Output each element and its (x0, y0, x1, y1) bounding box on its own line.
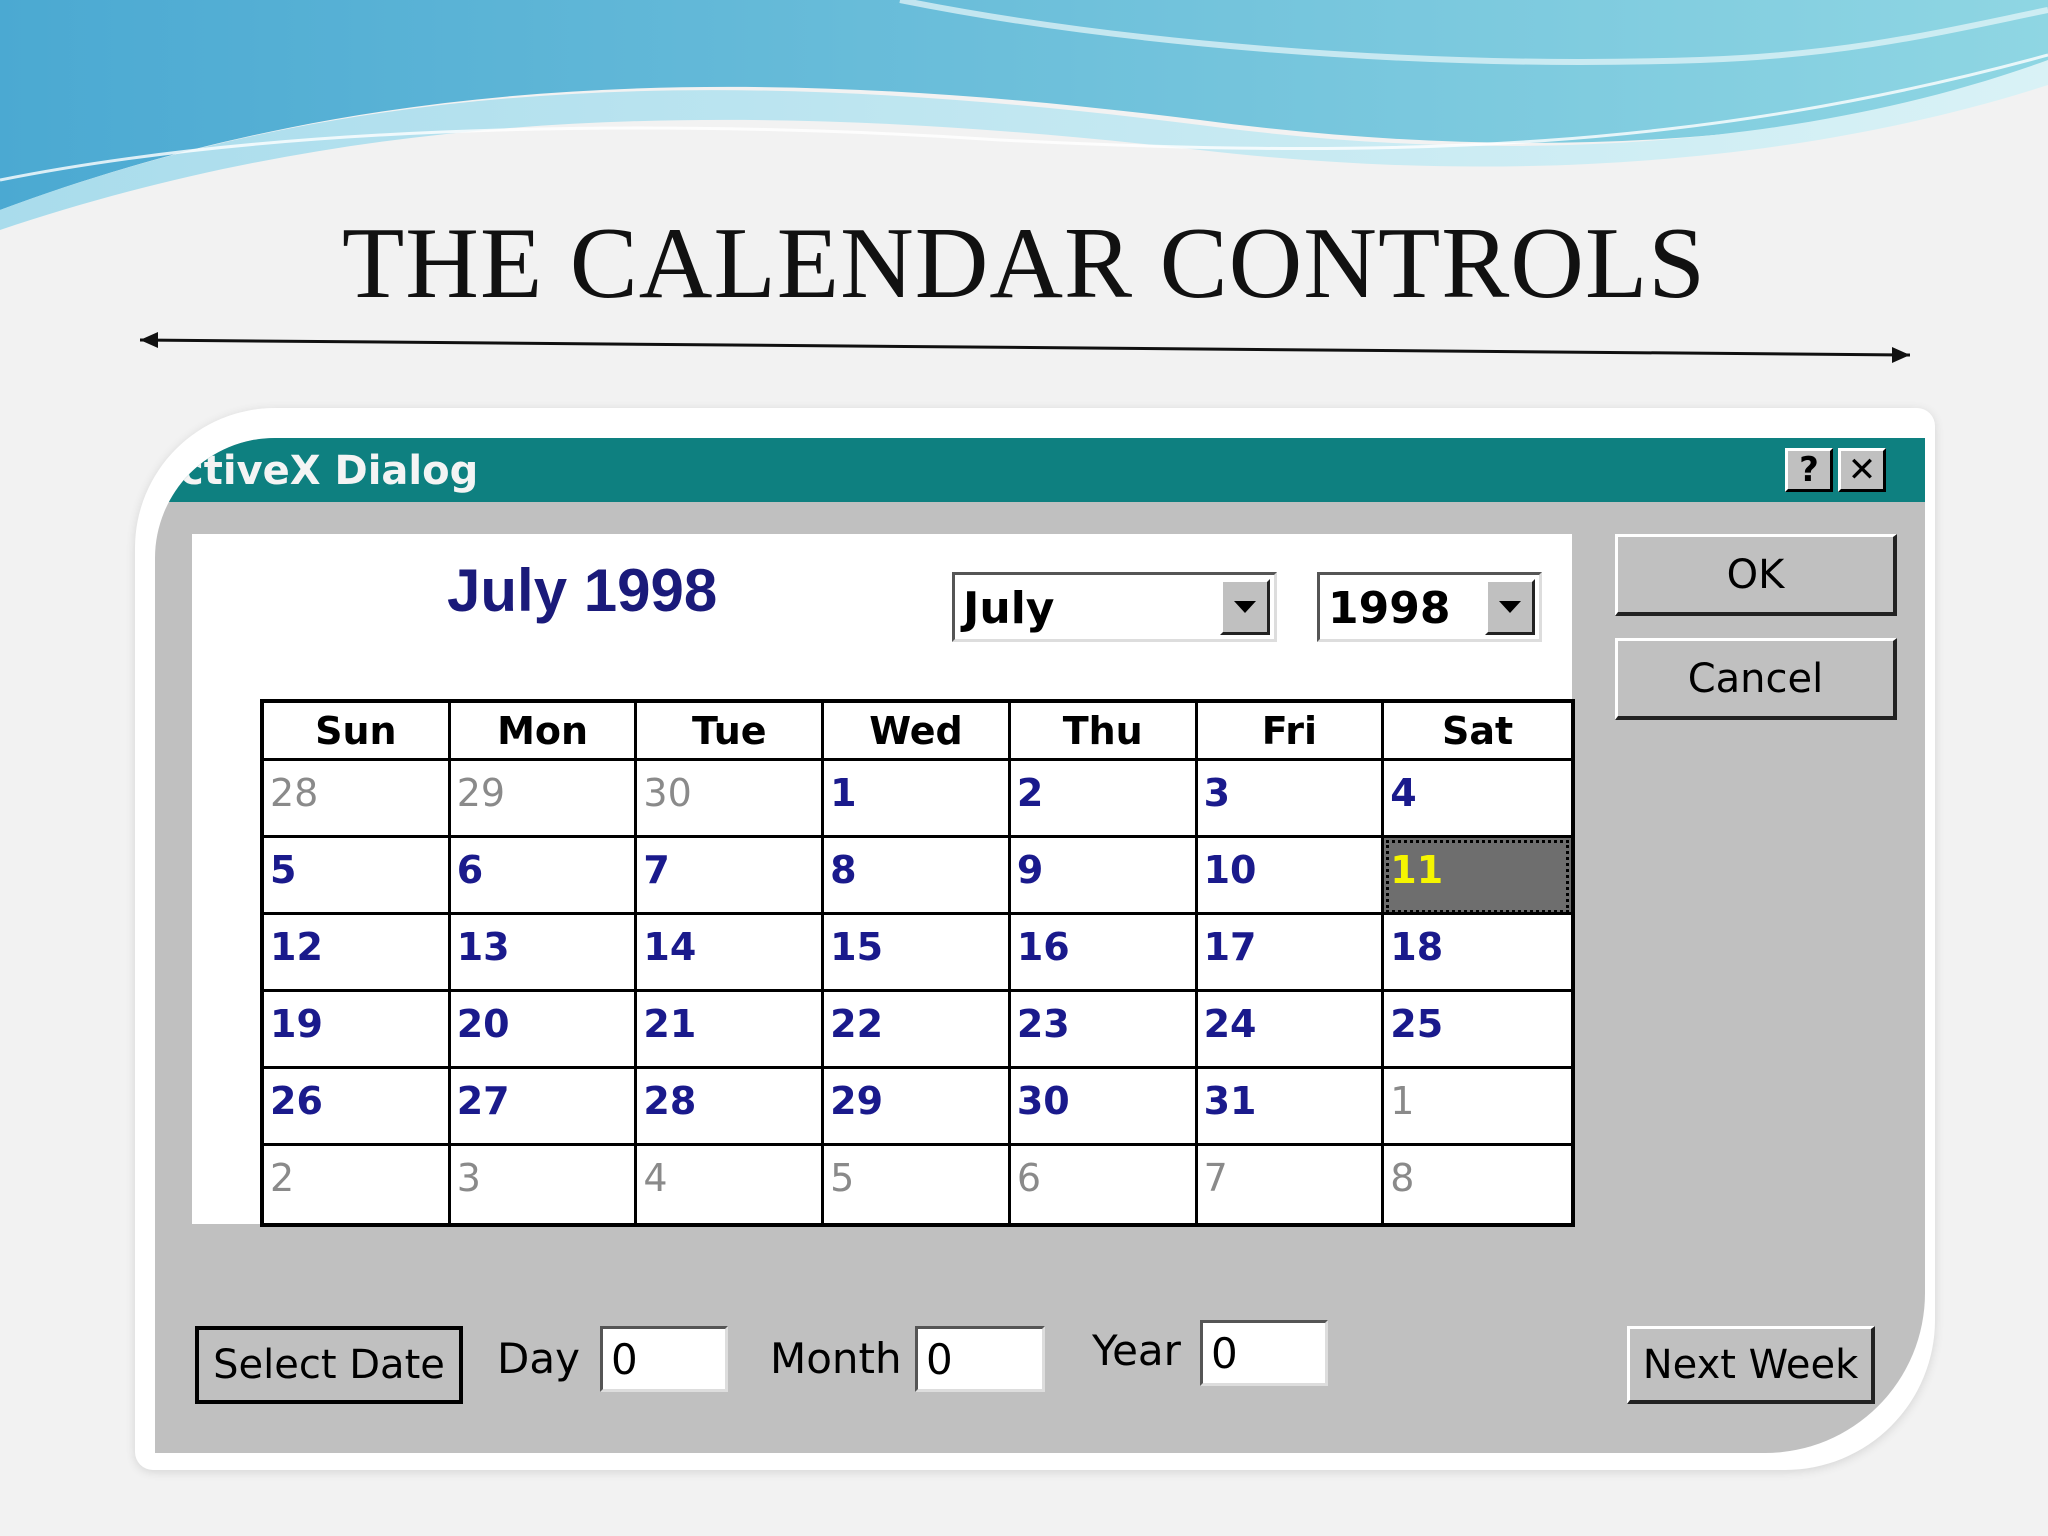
close-button[interactable]: ✕ (1838, 448, 1886, 492)
day-cell[interactable] (824, 1069, 1011, 1146)
day-cell[interactable] (264, 992, 451, 1069)
day-cell[interactable] (264, 838, 451, 915)
next-week-button[interactable]: Next Week (1627, 1326, 1875, 1404)
day-number: 19 (270, 1002, 323, 1046)
day-cell[interactable] (1198, 915, 1385, 992)
day-number: 5 (830, 1156, 855, 1200)
day-number: 23 (1016, 1002, 1070, 1046)
day-number: 9 (1016, 848, 1044, 892)
month-label: Month (770, 1334, 902, 1383)
month-select-value: July (963, 583, 1055, 634)
year-dropdown-arrow-icon[interactable] (1485, 579, 1535, 635)
day-cell[interactable] (1011, 1069, 1198, 1146)
month-select[interactable] (952, 572, 1277, 642)
day-cell[interactable] (1011, 838, 1198, 915)
day-number: 27 (456, 1079, 510, 1123)
day-number: 16 (1016, 925, 1070, 969)
day-number: 18 (1390, 925, 1444, 969)
day-number: 4 (643, 1156, 668, 1200)
day-cell[interactable] (1198, 838, 1385, 915)
day-number: 7 (643, 848, 670, 892)
day-cell[interactable] (637, 1069, 824, 1146)
help-button[interactable]: ? (1785, 448, 1833, 492)
weekday-header: Tue (637, 703, 824, 761)
select-date-button[interactable]: Select Date (195, 1326, 463, 1404)
cancel-button[interactable]: Cancel (1615, 638, 1897, 720)
day-number: 8 (830, 848, 857, 892)
day-cell[interactable] (451, 992, 638, 1069)
day-cell[interactable] (824, 915, 1011, 992)
calendar-grid (260, 699, 1575, 1227)
day-number: 3 (1203, 771, 1231, 815)
dialog-title: ctiveX Dialog (180, 448, 479, 494)
day-number: 29 (456, 771, 506, 815)
day-number: 30 (643, 771, 692, 815)
ok-button[interactable]: OK (1615, 534, 1897, 616)
day-cell[interactable] (1198, 1146, 1385, 1223)
day-number: 8 (1390, 1156, 1415, 1200)
day-cell[interactable] (264, 915, 451, 992)
day-number: 12 (270, 925, 323, 969)
day-number: 3 (456, 1156, 481, 1200)
day-cell[interactable] (451, 761, 638, 838)
day-cell[interactable] (637, 915, 824, 992)
day-cell[interactable] (264, 761, 451, 838)
day-cell[interactable] (451, 838, 638, 915)
weekday-header: Fri (1198, 703, 1385, 761)
day-cell[interactable] (451, 1069, 638, 1146)
day-number: 6 (456, 848, 484, 892)
day-cell[interactable] (1011, 1146, 1198, 1223)
day-cell[interactable] (824, 838, 1011, 915)
day-number: 15 (830, 925, 884, 969)
weekday-header: Wed (824, 703, 1011, 761)
month-dropdown-arrow-icon[interactable] (1220, 579, 1270, 635)
day-number: 24 (1203, 1002, 1257, 1046)
day-cell[interactable] (1384, 992, 1571, 1069)
day-cell[interactable] (1384, 1069, 1571, 1146)
day-number: 6 (1016, 1156, 1042, 1200)
day-number: 28 (643, 1079, 697, 1123)
day-number: 1 (1390, 1079, 1415, 1123)
day-cell[interactable] (1198, 992, 1385, 1069)
weekday-header: Sun (264, 703, 451, 761)
selected-day-cell[interactable] (1384, 838, 1571, 915)
day-number: 11 (1390, 848, 1444, 892)
day-number: 26 (270, 1079, 323, 1123)
day-number: 30 (1016, 1079, 1070, 1123)
day-cell[interactable] (824, 1146, 1011, 1223)
day-cell[interactable] (637, 1146, 824, 1223)
year-select-value: 1998 (1328, 583, 1451, 634)
day-number: 13 (456, 925, 510, 969)
year-field[interactable]: 0 (1200, 1320, 1328, 1386)
day-cell[interactable] (1198, 761, 1385, 838)
year-select[interactable] (1317, 572, 1542, 642)
activex-dialog (155, 438, 1925, 1453)
day-number: 1 (830, 771, 857, 815)
weekday-header: Mon (451, 703, 638, 761)
month-field[interactable]: 0 (915, 1326, 1045, 1392)
slide-title: THE CALENDAR CONTROLS (342, 207, 1706, 320)
day-cell[interactable] (264, 1146, 451, 1223)
day-cell[interactable] (1384, 1146, 1571, 1223)
day-number: 2 (1016, 771, 1044, 815)
weekday-header: Sat (1384, 703, 1571, 761)
day-cell[interactable] (824, 761, 1011, 838)
day-cell[interactable] (264, 1069, 451, 1146)
day-number: 20 (456, 1002, 510, 1046)
day-cell[interactable] (824, 992, 1011, 1069)
day-number: 10 (1203, 848, 1257, 892)
day-cell[interactable] (1384, 915, 1571, 992)
calendar-control (192, 534, 1572, 1224)
day-cell[interactable] (1198, 1069, 1385, 1146)
day-cell[interactable] (637, 992, 824, 1069)
day-number: 5 (270, 848, 297, 892)
day-number: 31 (1203, 1079, 1257, 1123)
day-number: 28 (270, 771, 319, 815)
day-number: 4 (1390, 771, 1417, 815)
day-number: 14 (643, 925, 697, 969)
day-field[interactable]: 0 (600, 1326, 728, 1392)
day-cell[interactable] (451, 915, 638, 992)
day-cell[interactable] (1011, 992, 1198, 1069)
day-number: 21 (643, 1002, 697, 1046)
calendar-heading: July 1998 (447, 557, 718, 624)
day-number: 17 (1203, 925, 1257, 969)
day-cell[interactable] (1011, 761, 1198, 838)
day-cell[interactable] (1011, 915, 1198, 992)
day-cell[interactable] (637, 838, 824, 915)
day-number: 2 (270, 1156, 295, 1200)
day-label: Day (497, 1334, 580, 1383)
dialog-title-bar[interactable] (155, 438, 1925, 502)
day-cell[interactable] (451, 1146, 638, 1223)
day-number: 22 (830, 1002, 884, 1046)
weekday-header: Thu (1011, 703, 1198, 761)
day-number: 29 (830, 1079, 884, 1123)
year-label: Year (1092, 1326, 1181, 1375)
day-cell[interactable] (1384, 761, 1571, 838)
day-cell[interactable] (637, 761, 824, 838)
day-number: 7 (1203, 1156, 1228, 1200)
day-number: 25 (1390, 1002, 1444, 1046)
